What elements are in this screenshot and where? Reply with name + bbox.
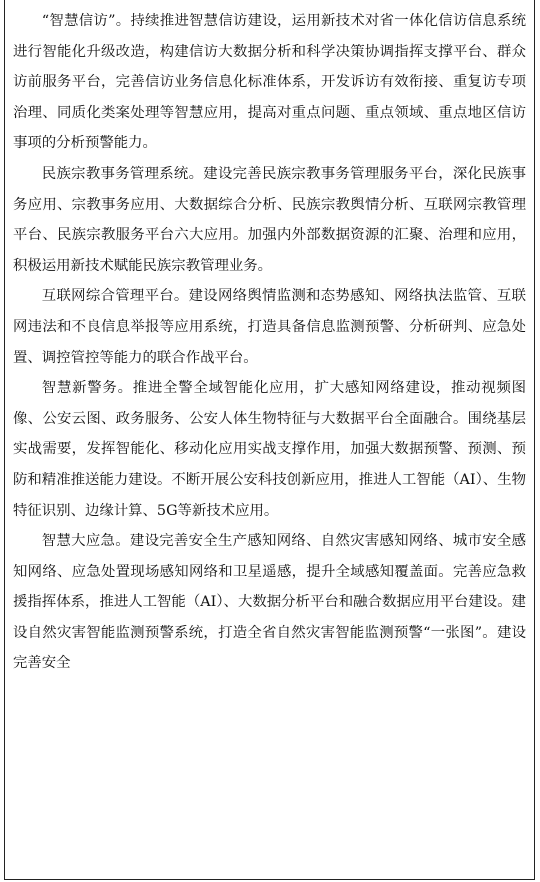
paragraph-ethnic-religious-affairs: 民族宗教事务管理系统。建设完善民族宗教事务管理服务平台，深化民族事务应用、宗教事务应用、大数据综合分析、民族宗教舆情分析、互联网宗教管理平台、民族宗教服务平台六大应用。加强内外部数据资源的汇聚、治理和应用，积极运用新技术赋能民族宗教管理业务。 bbox=[13, 165, 526, 274]
paragraph-internet-management: 互联网综合管理平台。建设网络舆情监测和态势感知、网络执法监管、互联网违法和不良信息举报等应用系统，打造具备信息监测预警、分析研判、应急处置、调控管控等能力的联合作战平台。 bbox=[13, 288, 526, 366]
paragraph-smart-petition: “智慧信访”。持续推进智慧信访建设，运用新技术对省一体化信访信息系统进行智能化升级改造，构建信访大数据分析和科学决策协调指挥支撑平台、群众访前服务平台，完善信访业务信息化标准体系，开发诉访有效衔接、重复访专项治理、同质化类案处理等智慧应用，提高对重点问题、重点领域、重点地区信访事项的分析预警能力。 bbox=[13, 13, 526, 152]
paragraph-smart-emergency: 智慧大应急。建设完善安全生产感知网络、自然灾害感知网络、城市安全感知网络、应急处置现场感知网络和卫星遥感，提升全域感知覆盖面。完善应急救援指挥体系，推进人工智能（AI）、大数据分析平台和融合数据应用平台建设。建设自然灾害智能监测预警系统，打造全省自然灾害智能监测预警“一张图”。建设完善安全 bbox=[13, 533, 526, 672]
document-frame bbox=[4, 0, 535, 880]
paragraph-smart-policing: 智慧新警务。推进全警全域智能化应用，扩大感知网络建设，推动视频图像、公安云图、政务服务、公安人体生物特征与大数据平台全面融合。围绕基层实战需要，发挥智能化、移动化应用实战支撑作用，加强大数据预警、预测、预防和精准推送能力建设。不断开展公安科技创新应用，推进人工智能（AI）、生物特征识别、边缘计算、5G等新技术应用。 bbox=[13, 380, 526, 519]
